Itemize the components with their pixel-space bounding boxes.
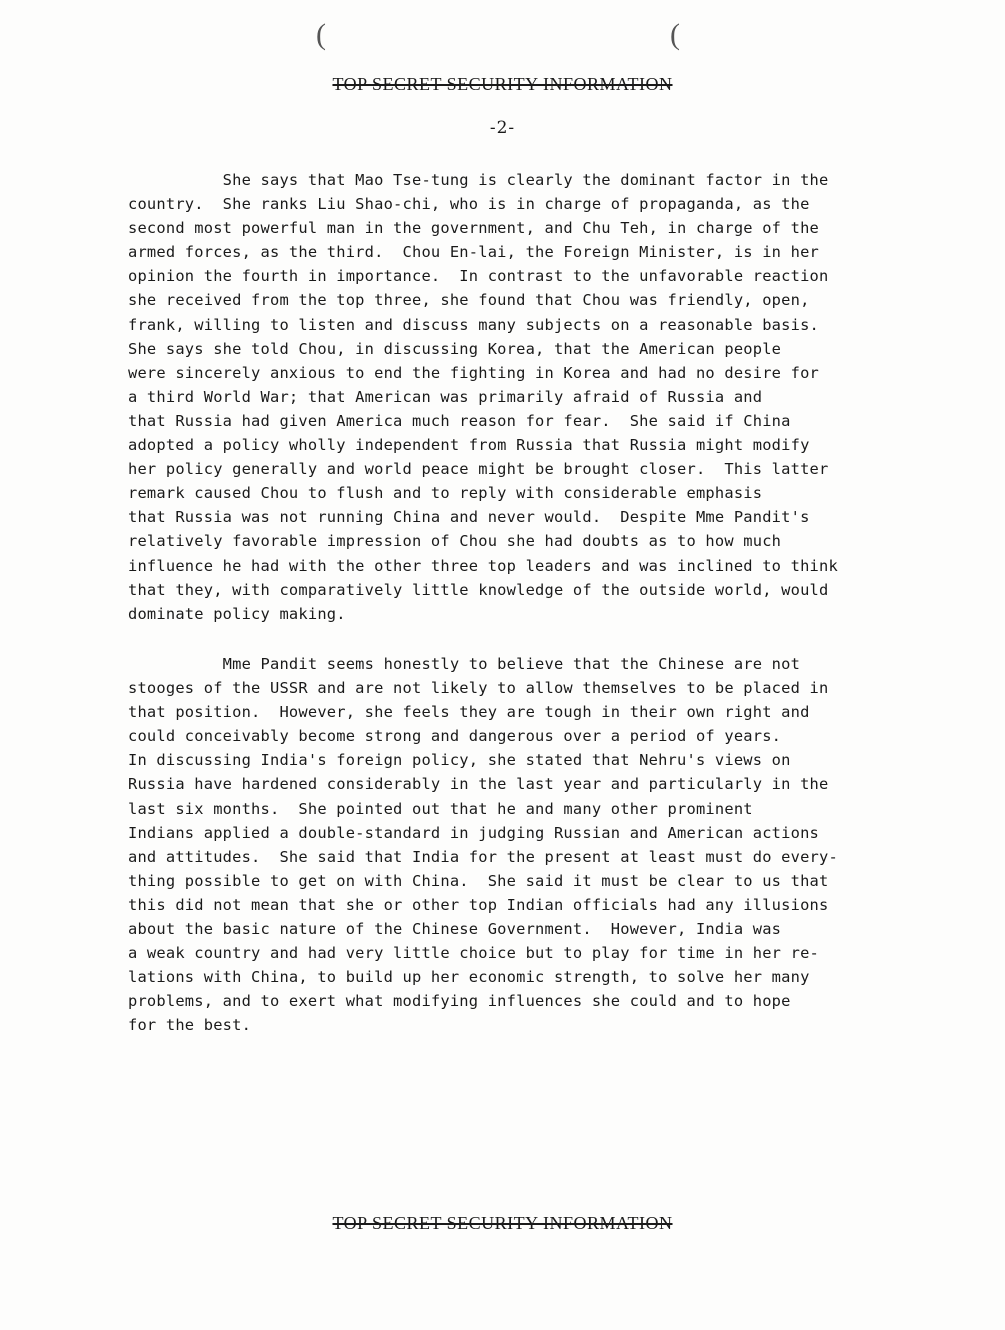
text-line: a third World War; that American was primarily afraid of Russia and — [128, 387, 763, 406]
text-line: remark caused Chou to flush and to reply with considerable emphasis — [128, 484, 763, 503]
text-line: stooges of the USSR and are not likely to allow themselves to be placed in — [128, 679, 829, 698]
text-line: that they, with comparatively little knowledge of the outside world, would — [128, 580, 829, 599]
text-line: and attitudes. She said that India for the present at least must do every- — [128, 847, 838, 866]
footer-classification: TOP SECRET SECURITY INFORMATION — [332, 1213, 673, 1233]
text-line: dominate policy making. — [128, 604, 346, 623]
paragraph-2 — [128, 652, 958, 1038]
text-line: last six months. She pointed out that he and many other prominent — [128, 799, 753, 818]
text-line: Russia have hardened considerably in the last year and particularly in the — [128, 775, 829, 794]
text-line: could conceivably become strong and dangerous over a period of years. — [128, 727, 782, 746]
page-number: -2- — [489, 118, 516, 138]
paragraph-1 — [128, 168, 958, 626]
text-line: thing possible to get on with China. She said it must be clear to us that — [128, 871, 829, 890]
text-line: she received from the top three, she found that Chou was friendly, open, — [128, 291, 810, 310]
text-line: adopted a policy wholly independent from Russia that Russia might modify — [128, 436, 810, 455]
text-line: armed forces, as the third. Chou En-lai, the Foreign Minister, is in her — [128, 243, 820, 262]
punch-mark-left: ( — [316, 18, 326, 51]
text-line: her policy generally and world peace might be brought closer. This latter — [128, 460, 829, 479]
text-line: that Russia had given America much reason for fear. She said if China — [128, 411, 791, 430]
text-line: a weak country and had very little choice but to play for time in her re- — [128, 944, 820, 963]
text-line: She says she told Chou, in discussing Korea, that the American people — [128, 339, 782, 358]
punch-mark-right: ( — [670, 18, 680, 51]
text-line: were sincerely anxious to end the fighting in Korea and had no desire for — [128, 363, 820, 382]
text-line: second most powerful man in the government, and Chu Teh, in charge of the — [128, 219, 820, 238]
text-line: country. She ranks Liu Shao-chi, who is in charge of propaganda, as the — [128, 195, 810, 214]
text-line: problems, and to exert what modifying influences she could and to hope — [128, 992, 791, 1011]
text-line: influence he had with the other three top leaders and was inclined to think — [128, 556, 838, 575]
text-line: frank, willing to listen and discuss many subjects on a reasonable basis. — [128, 315, 820, 334]
text-line: She says that Mao Tse-tung is clearly the dominant factor in the — [128, 171, 829, 189]
text-line: In discussing India's foreign policy, she stated that Nehru's views on — [128, 751, 791, 770]
text-line: about the basic nature of the Chinese Government. However, India was — [128, 920, 782, 939]
text-line: opinion the fourth in importance. In contrast to the unfavorable reaction — [128, 267, 829, 286]
text-line: Mme Pandit seems honestly to believe that the Chinese are not — [128, 655, 801, 673]
header-classification: TOP SECRET SECURITY INFORMATION — [332, 74, 673, 94]
text-line: that position. However, she feels they are tough in their own right and — [128, 703, 810, 722]
text-line: Indians applied a double-standard in judging Russian and American actions — [128, 823, 820, 842]
text-line: for the best. — [128, 1016, 252, 1035]
text-line: relatively favorable impression of Chou she had doubts as to how much — [128, 532, 782, 551]
text-line: that Russia was not running China and never would. Despite Mme Pandit's — [128, 508, 810, 527]
text-line: lations with China, to build up her economic strength, to solve her many — [128, 968, 810, 987]
text-line: this did not mean that she or other top Indian officials had any illusions — [128, 895, 829, 914]
